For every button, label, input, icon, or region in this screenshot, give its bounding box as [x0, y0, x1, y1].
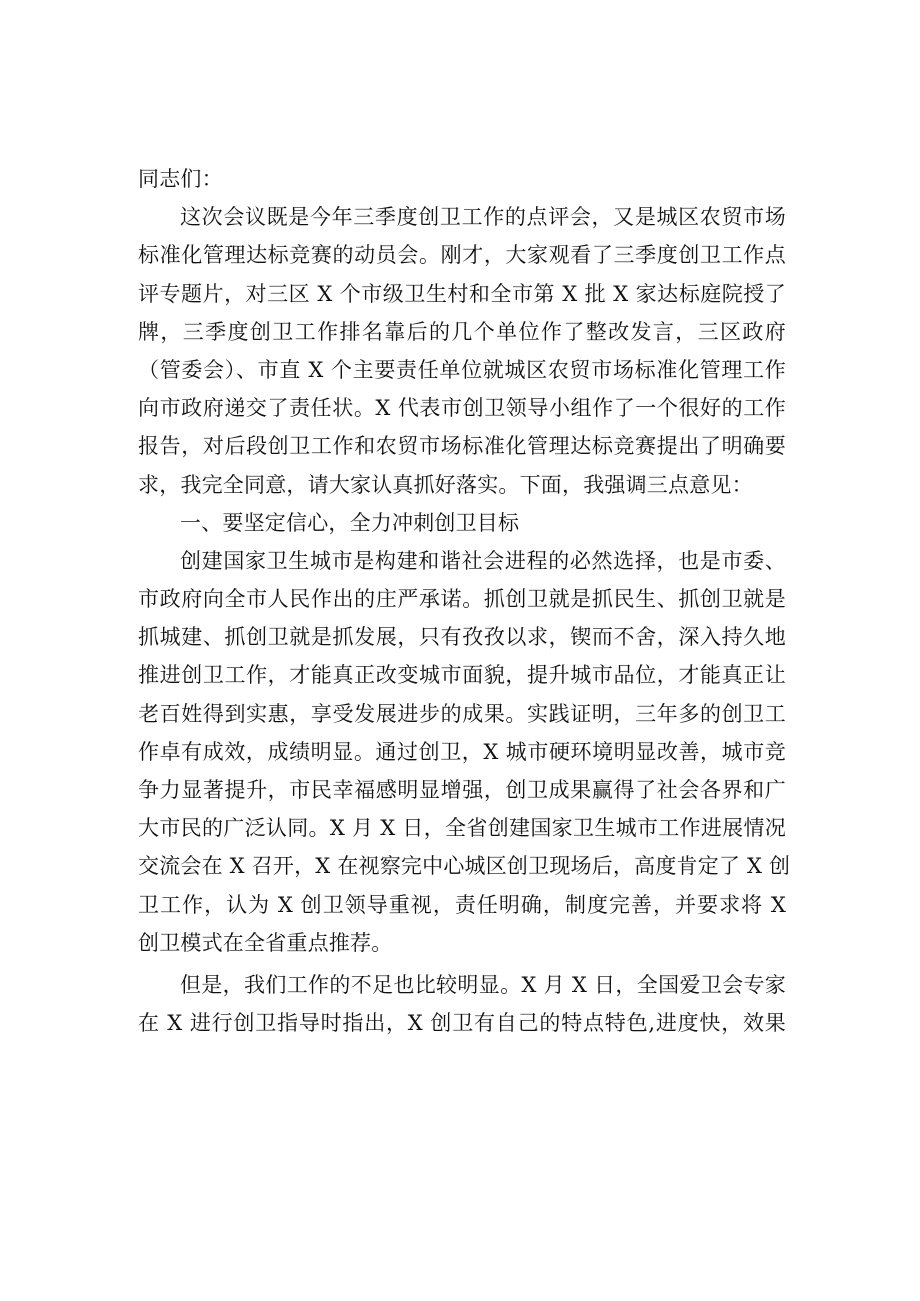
paragraph-shortcomings — [138, 966, 786, 1042]
greeting: 同志们： — [138, 167, 223, 191]
paragraph-line: 创卫模式在全省重点推荐。 — [138, 930, 393, 955]
paragraph-confidence — [138, 542, 791, 962]
paragraph-line: 标准化管理达标竞赛的动员会。刚才，大家观看了三季度创卫工作点 — [138, 243, 786, 268]
paragraph-line: 在 X 进行创卫指导时指出，X 创卫有自己的特点特色,进度快，效果 — [138, 1011, 786, 1036]
paragraph-line: 交流会在 X 召开，X 在视察完中心城区创卫现场后，高度肯定了 X 创 — [138, 854, 791, 879]
paragraph-line: 向市政府递交了责任状。X 代表市创卫领导小组作了一个很好的工作 — [138, 396, 786, 421]
paragraph-line: 这次会议既是今年三季度创卫工作的点评会，又是城区农贸市场 — [180, 205, 786, 230]
paragraph-opening — [138, 198, 786, 504]
paragraph-line: 推进创卫工作，才能真正改变城市面貌，提升城市品位，才能真正让 — [138, 663, 786, 688]
paragraph-line: 牌，三季度创卫工作排名靠后的几个单位作了整改发言，三区政府 — [138, 319, 786, 344]
paragraph-line: 报告，对后段创卫工作和农贸市场标准化管理达标竞赛提出了明确要 — [138, 434, 786, 459]
document-body — [138, 160, 791, 1042]
paragraph-line: 创建国家卫生城市是构建和谐社会进程的必然选择，也是市委、 — [180, 548, 786, 573]
paragraph-line: 评专题片，对三区 X 个市级卫生村和全市第 X 批 X 家达标庭院授了 — [138, 281, 786, 306]
paragraph-line: 求，我完全同意，请大家认真抓好落实。下面，我强调三点意见： — [138, 472, 753, 497]
paragraph-line: 市政府向全市人民作出的庄严承诺。抓创卫就是抓民生、抓创卫就是 — [138, 587, 786, 612]
section-heading-1: 一、要坚定信心，全力冲刺创卫目标 — [180, 510, 520, 535]
paragraph-line: 争力显著提升，市民幸福感明显增强，创卫成果赢得了社会各界和广 — [138, 778, 786, 802]
paragraph-line: 但是，我们工作的不足也比较明显。X 月 X 日，全国爱卫会专家 — [180, 972, 786, 997]
paragraph-line: 老百姓得到实惠，享受发展进步的成果。实践证明，三年多的创卫工 — [138, 701, 786, 726]
paragraph-line: 抓城建、抓创卫就是抓发展，只有孜孜以求，锲而不舍，深入持久地 — [138, 625, 786, 650]
paragraph-line: 大市民的广泛认同。X 月 X 日，全省创建国家卫生城市工作进展情况 — [138, 816, 786, 841]
paragraph-line: 作卓有成效，成绩明显。通过创卫，X 城市硬环境明显改善，城市竞 — [138, 739, 786, 764]
paragraph-line: （管委会）、市直 X 个主要责任单位就城区农贸市场标准化管理工作 — [138, 357, 786, 382]
paragraph-line: 卫工作，认为 X 创卫领导重视，责任明确，制度完善，并要求将 X — [138, 892, 786, 917]
